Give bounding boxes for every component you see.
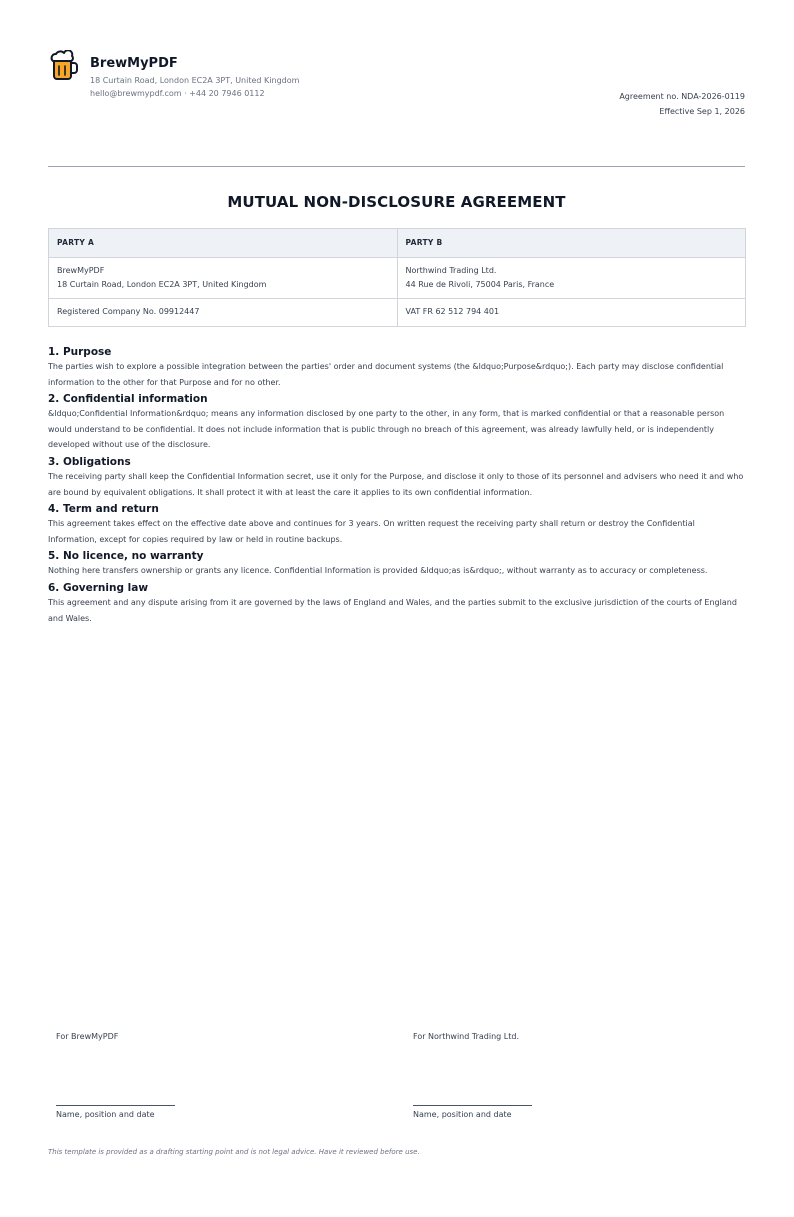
- signature-line: [56, 1105, 175, 1106]
- signature-block-party-a: [56, 1031, 256, 1121]
- party-b-registration: VAT FR 62 512 794 401: [397, 299, 746, 327]
- header-divider: [48, 166, 745, 167]
- agreement-meta: [619, 89, 745, 119]
- effective-date: Effective Sep 1, 2026: [659, 107, 745, 116]
- party-b-header: PARTY B: [397, 229, 746, 258]
- signature-block-party-b: [413, 1031, 613, 1121]
- clause-governing-law: [48, 581, 745, 626]
- brand-name: BrewMyPDF: [90, 56, 178, 71]
- party-a-name: BrewMyPDF: [57, 266, 105, 275]
- clause-body: Nothing here transfers ownership or grants any licence. Confidential Information is provided &ldquo;as is&rdquo;, without warranty as to accuracy or completeness.: [48, 566, 708, 576]
- party-a-header: PARTY A: [49, 229, 398, 258]
- party-a-details: [49, 258, 398, 299]
- disclaimer-footer: This template is provided as a drafting starting point and is not legal advice. Have it reviewed before use.: [48, 1148, 420, 1156]
- signature-line: [413, 1105, 532, 1106]
- clause-heading: 4. Term and return: [48, 503, 159, 516]
- clause-heading: 6. Governing law: [48, 581, 149, 594]
- clause-heading: 2. Confidential information: [48, 393, 208, 406]
- signature-for-label: For BrewMyPDF: [56, 1032, 119, 1041]
- clause-body: This agreement takes effect on the effective date above and continues for 3 years. On written request the receiving party shall return or destroy the Confidential Information, except for copies required by law or held in routine backups.: [48, 519, 695, 544]
- clauses-section: [48, 345, 745, 628]
- clause-heading: 1. Purpose: [48, 346, 112, 358]
- brand-contact: hello@brewmypdf.com · +44 20 7946 0112: [90, 89, 265, 98]
- party-b-name: Northwind Trading Ltd.: [405, 266, 497, 275]
- signature-for-label: For Northwind Trading Ltd.: [413, 1032, 519, 1041]
- clause-body: This agreement and any dispute arising from it are governed by the laws of England and Wales, and the parties submit to the exclusive jurisdiction of the courts of England and Wales.: [48, 597, 737, 623]
- party-b-details: [397, 258, 746, 299]
- agreement-number: Agreement no. NDA-2026-0119: [619, 92, 745, 101]
- beer-mug-icon: [48, 50, 80, 82]
- party-a-address: 18 Curtain Road, London EC2A 3PT, United Kingdom: [57, 280, 267, 289]
- party-a-registration: Registered Company No. 09912447: [49, 299, 398, 327]
- brand-address: 18 Curtain Road, London EC2A 3PT, United Kingdom: [90, 76, 300, 85]
- signature-caption: Name, position and date: [56, 1110, 155, 1119]
- clause-heading: 5. No licence, no warranty: [48, 550, 204, 563]
- clause-confidential-information: [48, 392, 745, 453]
- parties-table: [48, 228, 746, 327]
- clause-obligations: [48, 455, 745, 500]
- clause-body: The receiving party shall keep the Confidential Information secret, use it only for the Purpose, and disclose it only to those of its personnel and advisers who need it and who are bound by equivalent obligations. It shall protect it with at least the care it applies to its own confidential information.: [48, 471, 744, 497]
- clause-heading: 3. Obligations: [48, 455, 131, 468]
- clause-purpose: [48, 345, 745, 390]
- party-b-address: 44 Rue de Rivoli, 75004 Paris, France: [405, 280, 555, 289]
- document-title: MUTUAL NON-DISCLOSURE AGREEMENT: [227, 193, 566, 211]
- clause-body: &ldquo;Confidential Information&rdquo; means any information disclosed by one party to the other, in any form, that is marked confidential or that a reasonable person would understand to be confidential. It does not include information that is public through no breach of this agreement, was already lawfully held, or is independently developed without use of the disclosure.: [48, 409, 725, 450]
- signature-caption: Name, position and date: [413, 1110, 512, 1119]
- brand-block: [48, 50, 299, 100]
- clause-body: The parties wish to explore a possible integration between the parties' order and document systems (the &ldquo;Purpose&rdquo;). Each party may disclose confidential information to the other for that Purpose and for no other.: [48, 362, 724, 387]
- clause-no-licence: [48, 549, 745, 579]
- clause-term-and-return: [48, 502, 745, 547]
